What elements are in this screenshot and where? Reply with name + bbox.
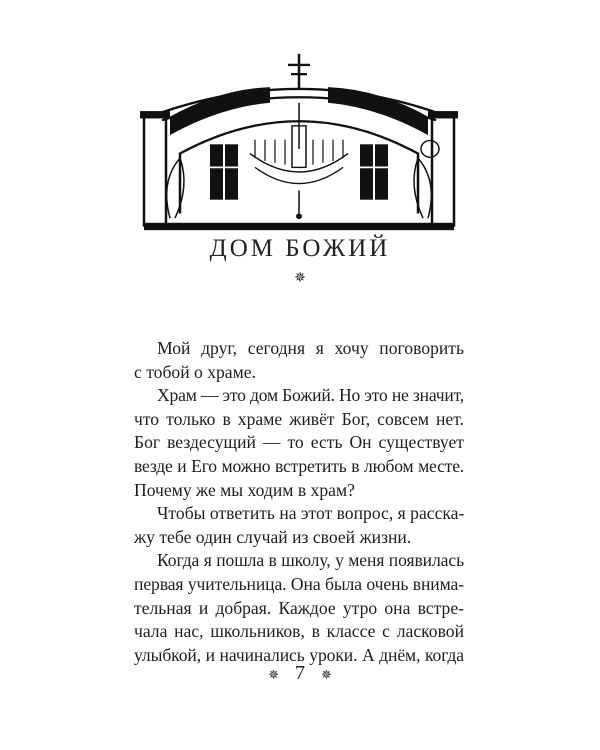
- church-interior-illustration: [140, 52, 458, 232]
- star-ornament-icon: ✵: [294, 271, 306, 286]
- text-line: чала нас, школьников, в классе с ласковой: [134, 621, 464, 642]
- star-ornament-icon: ✵: [321, 667, 332, 682]
- page-number-footer: [0, 660, 600, 686]
- text-line: Чтобы ответить на этот вопрос, я расска-: [157, 503, 465, 524]
- text-line: Храм — это дом Божий. Но это не значит,: [157, 385, 464, 406]
- page-number: 7: [295, 662, 305, 684]
- text-line: улыбкой, и начинались уроки. А днём, когда: [134, 644, 464, 665]
- text-line: жу тебе один случай из своей жизни.: [134, 526, 412, 547]
- text-line: Когда я пошла в школу, у меня появилась: [157, 550, 464, 571]
- chapter-title: ДОМ БОЖИЙ: [209, 235, 391, 262]
- text-line: что только в храме живёт Бог, совсем нет.: [134, 408, 464, 429]
- body-text: [134, 337, 464, 667]
- text-line: тельная и добрая. Каждое утро она встре-: [134, 597, 464, 618]
- text-line: Почему же мы ходим в храм?: [134, 479, 355, 500]
- text-line: первая учительница. Она была очень внима-: [134, 573, 464, 594]
- text-line: Бог вездесущий — то есть Он существует: [134, 432, 464, 453]
- text-line: с тобой о храме.: [134, 361, 256, 382]
- star-ornament-icon: ✵: [268, 667, 279, 682]
- text-line: Мой друг, сегодня я хочу поговорить: [157, 338, 464, 358]
- text-line: везде и Его можно встретить в любом месте.: [134, 455, 464, 476]
